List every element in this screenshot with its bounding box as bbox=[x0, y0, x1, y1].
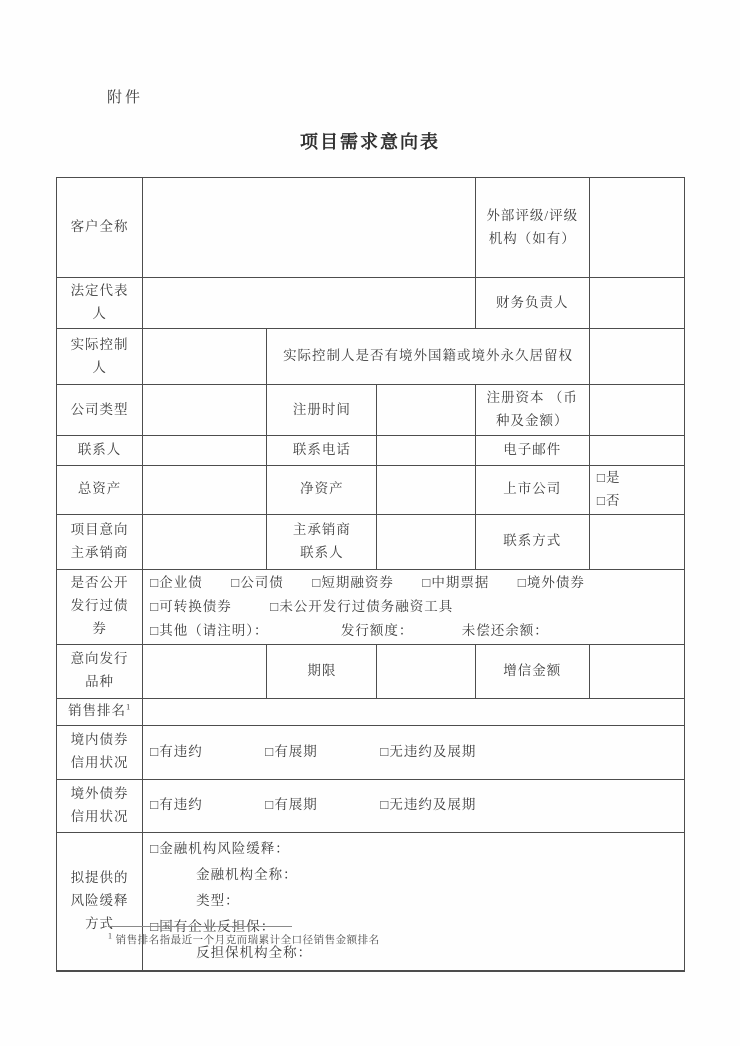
registered-capital-label: 注册资本 （币种及金额） bbox=[475, 385, 589, 436]
outstanding-balance-label: 未偿还余额： bbox=[461, 622, 549, 638]
domestic-credit-options-cell bbox=[143, 725, 685, 779]
risk-mitigation-label: 拟提供的风险缓释方式 bbox=[57, 832, 143, 971]
checkbox-icon: □ bbox=[150, 841, 160, 857]
email-label: 电子邮件 bbox=[475, 436, 589, 466]
checkbox-icon: □ bbox=[422, 574, 432, 590]
legal-rep-label: 法定代表人 bbox=[57, 278, 143, 329]
row-domestic-credit bbox=[57, 725, 685, 779]
checkbox-option-domestic-clean[interactable] bbox=[380, 741, 476, 764]
issue-amount-label: 发行额度： bbox=[340, 622, 414, 638]
bond-history-options-cell bbox=[143, 569, 685, 644]
footnote-marker: 1 bbox=[108, 931, 113, 941]
option-label: 是 bbox=[605, 470, 621, 485]
cfo-value-cell[interactable] bbox=[589, 278, 684, 329]
financial-institution-name-label: 金融机构全称： bbox=[196, 867, 298, 883]
checkbox-icon: □ bbox=[231, 574, 241, 590]
intended-issue-label: 意向发行品种 bbox=[57, 644, 143, 698]
risk-line-type bbox=[150, 888, 677, 914]
underwriter-contact-value-cell[interactable] bbox=[377, 514, 475, 569]
underwriter-contact-label-text: 主承销商联系人 bbox=[292, 521, 351, 560]
footnote bbox=[108, 926, 608, 947]
checkbox-option-no-public-issuance[interactable] bbox=[270, 595, 453, 619]
bond-history-label: 是否公开发行过债券 bbox=[57, 569, 143, 644]
listed-no-option[interactable] bbox=[597, 490, 621, 513]
option-label: 其他（请注明）： bbox=[159, 622, 269, 638]
external-rating-value-cell[interactable] bbox=[589, 178, 684, 278]
checkbox-icon: □ bbox=[150, 574, 160, 590]
listed-yes-option[interactable] bbox=[597, 467, 621, 490]
controller-nationality-question: 实际控制人是否有境外国籍或境外永久居留权 bbox=[267, 329, 590, 385]
checkbox-icon: □ bbox=[150, 598, 160, 614]
registered-capital-value-cell[interactable] bbox=[589, 385, 684, 436]
mitigation-type-label: 类型： bbox=[196, 893, 240, 909]
term-value-cell[interactable] bbox=[377, 644, 475, 698]
total-assets-value-cell[interactable] bbox=[143, 466, 267, 515]
option-label: 有违约 bbox=[159, 797, 203, 813]
intended-issue-value-cell[interactable] bbox=[143, 644, 267, 698]
checkbox-option-other[interactable] bbox=[150, 619, 268, 643]
company-type-value-cell[interactable] bbox=[143, 385, 267, 436]
option-label: 企业债 bbox=[159, 574, 203, 590]
lead-underwriter-value-cell[interactable] bbox=[143, 514, 267, 569]
credit-enhancement-label: 增信金额 bbox=[475, 644, 589, 698]
checkbox-icon: □ bbox=[150, 919, 160, 935]
checkbox-icon: □ bbox=[150, 743, 160, 759]
checkbox-icon: □ bbox=[150, 797, 160, 813]
checkbox-icon: □ bbox=[380, 797, 390, 813]
row-sales-rank bbox=[57, 698, 685, 725]
checkbox-icon: □ bbox=[265, 743, 275, 759]
actual-controller-label: 实际控制人 bbox=[57, 329, 143, 385]
checkbox-icon: □ bbox=[270, 598, 280, 614]
bond-history-line3 bbox=[150, 619, 677, 643]
option-label: 中期票据 bbox=[431, 574, 490, 590]
footnote-ref: 1 bbox=[126, 702, 132, 712]
checkbox-option-domestic-extension[interactable] bbox=[265, 741, 318, 764]
listed-company-label: 上市公司 bbox=[475, 466, 589, 515]
checkbox-icon: □ bbox=[517, 574, 527, 590]
row-bond-history bbox=[57, 569, 685, 644]
option-label: 无违约及展期 bbox=[389, 743, 477, 759]
row-company-type bbox=[57, 385, 685, 436]
option-label: 公司债 bbox=[240, 574, 284, 590]
checkbox-icon: □ bbox=[596, 492, 606, 508]
registration-time-value-cell[interactable] bbox=[377, 385, 475, 436]
row-risk-mitigation bbox=[57, 832, 685, 971]
checkbox-icon: □ bbox=[312, 574, 322, 590]
project-demand-form-table bbox=[56, 177, 685, 972]
phone-label: 联系电话 bbox=[267, 436, 377, 466]
legal-rep-value-cell[interactable] bbox=[143, 278, 476, 329]
risk-line-financial bbox=[150, 836, 677, 862]
company-type-label: 公司类型 bbox=[57, 385, 143, 436]
option-label: 否 bbox=[605, 492, 621, 508]
checkbox-icon: □ bbox=[150, 622, 160, 638]
option-label: 有展期 bbox=[274, 743, 318, 759]
overseas-credit-label: 境外债券信用状况 bbox=[57, 779, 143, 832]
checkbox-icon: □ bbox=[380, 743, 390, 759]
cfo-label: 财务负责人 bbox=[475, 278, 589, 329]
listed-company-options-cell bbox=[589, 466, 684, 515]
risk-line-financial-name bbox=[150, 862, 677, 888]
option-label: 可转换债券 bbox=[159, 598, 232, 614]
checkbox-icon: □ bbox=[596, 470, 606, 485]
row-lead-underwriter bbox=[57, 514, 685, 569]
domestic-credit-label: 境内债券信用状况 bbox=[57, 725, 143, 779]
overseas-credit-options-cell bbox=[143, 779, 685, 832]
checkbox-option-financial-mitigation[interactable] bbox=[150, 836, 290, 862]
checkbox-option-corporate-bond[interactable] bbox=[231, 571, 284, 595]
checkbox-option-offshore-bond[interactable] bbox=[518, 571, 585, 595]
customer-name-value-cell[interactable] bbox=[143, 178, 476, 278]
option-label: 有违约 bbox=[159, 743, 203, 759]
underwriter-contact-label bbox=[267, 514, 377, 569]
row-overseas-credit bbox=[57, 779, 685, 832]
checkbox-option-overseas-extension[interactable] bbox=[265, 794, 318, 817]
option-label: 未公开发行过债务融资工具 bbox=[279, 598, 454, 614]
option-label: 境外债券 bbox=[526, 574, 585, 590]
option-label: 无违约及展期 bbox=[389, 797, 477, 813]
checkbox-option-overseas-default[interactable] bbox=[150, 794, 203, 817]
term-label: 期限 bbox=[267, 644, 377, 698]
row-assets bbox=[57, 466, 685, 515]
net-assets-value-cell[interactable] bbox=[377, 466, 475, 515]
credit-enhancement-value-cell[interactable] bbox=[589, 644, 684, 698]
net-assets-label: 净资产 bbox=[267, 466, 377, 515]
sales-rank-label bbox=[57, 698, 143, 725]
checkbox-option-domestic-default[interactable] bbox=[150, 741, 203, 764]
checkbox-option-medium-term-notes[interactable] bbox=[422, 571, 489, 595]
contact-label: 联系人 bbox=[57, 436, 143, 466]
phone-value-cell[interactable] bbox=[377, 436, 475, 466]
footnote-text-line bbox=[108, 932, 608, 947]
bond-history-line1 bbox=[150, 571, 677, 595]
contact-method-value-cell[interactable] bbox=[589, 514, 684, 569]
option-label: 有展期 bbox=[274, 797, 318, 813]
option-label: 国有企业反担保： bbox=[159, 919, 276, 935]
registration-time-label: 注册时间 bbox=[267, 385, 377, 436]
sales-rank-label-text: 销售排名 bbox=[68, 703, 127, 719]
checkbox-option-convertible-bond[interactable] bbox=[150, 595, 232, 619]
external-rating-label: 外部评级/评级机构（如有） bbox=[475, 178, 589, 278]
page-title: 项目需求意向表 bbox=[300, 132, 440, 152]
row-customer-name bbox=[57, 178, 685, 278]
total-assets-label: 总资产 bbox=[57, 466, 143, 515]
attachment-label: 附件 bbox=[107, 90, 144, 106]
row-contact bbox=[57, 436, 685, 466]
counter-guarantor-name-label: 反担保机构全称： bbox=[196, 945, 313, 961]
customer-name-label: 客户全称 bbox=[57, 178, 143, 278]
email-value-cell[interactable] bbox=[589, 436, 684, 466]
contact-value-cell[interactable] bbox=[143, 436, 267, 466]
checkbox-option-overseas-clean[interactable] bbox=[380, 794, 476, 817]
controller-nationality-value-cell[interactable] bbox=[589, 329, 684, 385]
contact-method-label: 联系方式 bbox=[475, 514, 589, 569]
checkbox-option-enterprise-bond[interactable] bbox=[150, 571, 203, 595]
footnote-divider bbox=[108, 926, 292, 927]
row-intended-issue bbox=[57, 644, 685, 698]
risk-mitigation-options-cell bbox=[143, 832, 685, 971]
lead-underwriter-label: 项目意向主承销商 bbox=[57, 514, 143, 569]
row-legal-representative bbox=[57, 278, 685, 329]
option-label: 金融机构风险缓释： bbox=[159, 841, 290, 857]
footnote-text: 销售排名指最近一个月克而瑞累计全口径销售金额排名 bbox=[115, 935, 380, 946]
checkbox-option-short-term-notes[interactable] bbox=[312, 571, 394, 595]
actual-controller-value-cell[interactable] bbox=[143, 329, 267, 385]
bond-history-line2 bbox=[150, 595, 677, 619]
option-label: 短期融资券 bbox=[321, 574, 394, 590]
row-actual-controller bbox=[57, 329, 685, 385]
sales-rank-value-cell[interactable] bbox=[143, 698, 685, 725]
checkbox-icon: □ bbox=[265, 797, 275, 813]
